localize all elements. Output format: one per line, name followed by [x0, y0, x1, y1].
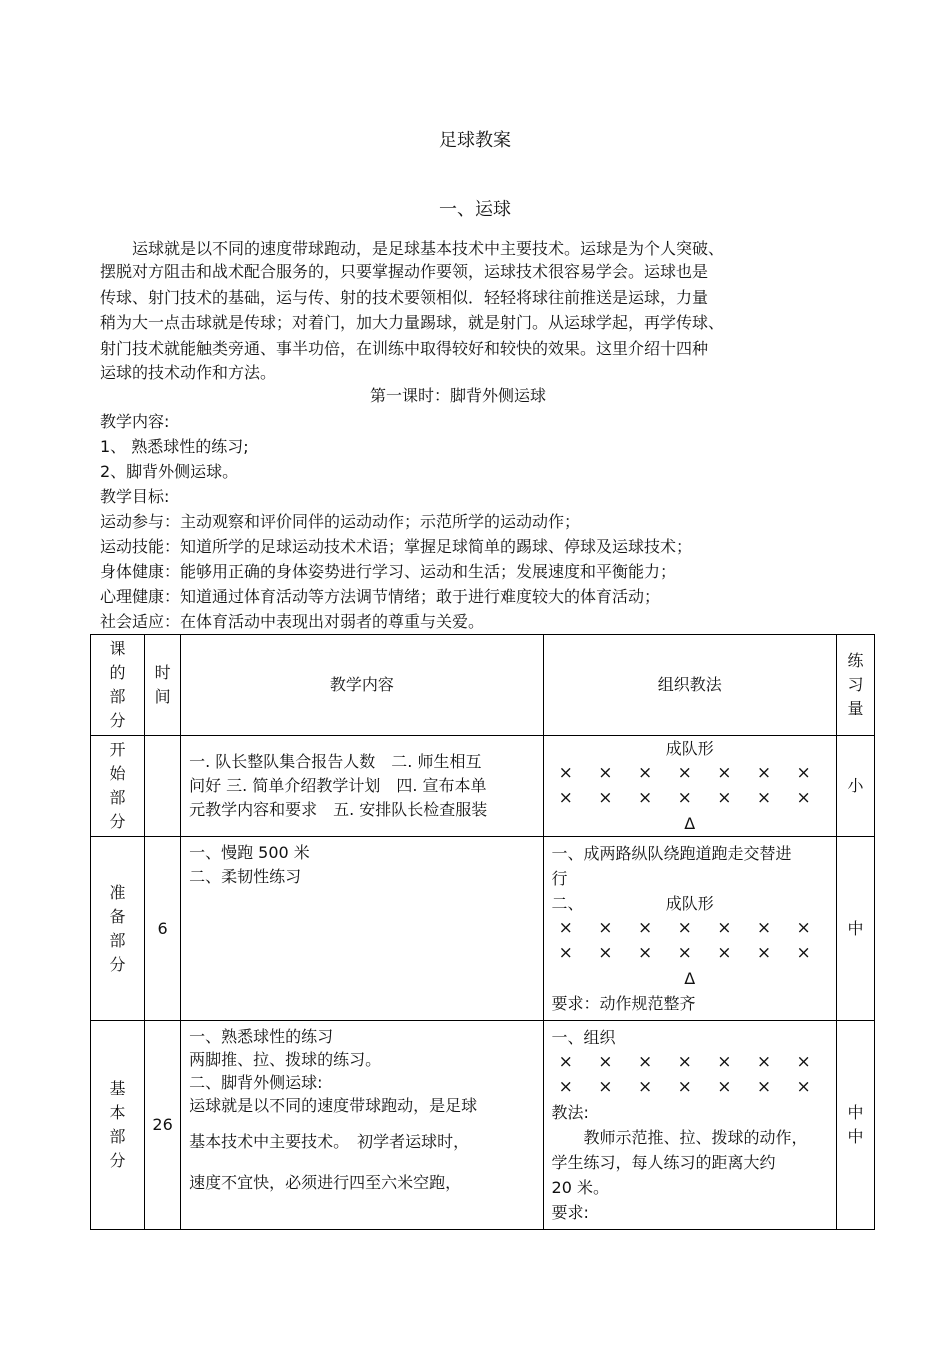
content-cell: 一、熟悉球性的练习 两脚推、拉、拨球的练习。 二、脚背外侧运球: 运球就是以不同的速度带球跑动，是足球 基本技术中主要技术。 初学者运球时， 速度不宜快，必须进行四至六米空跑，	[181, 1021, 543, 1230]
intro-line: 射门技术就能触类旁通、事半功倍，在训练中取得较好和较快的效果。这里介绍十四种	[100, 339, 709, 358]
time-cell: 26	[145, 1021, 181, 1230]
lesson-plan-table	[90, 634, 875, 1230]
formation-row: × × × × × × ×	[558, 1077, 821, 1097]
time-cell: 6	[145, 837, 181, 1021]
content-item: 2、脚背外侧运球。	[100, 462, 239, 481]
document-title: 足球教案	[439, 130, 511, 151]
header-part: 课 的 部 分	[91, 635, 145, 736]
load-cell: 中 中	[836, 1021, 874, 1230]
content-heading: 教学内容:	[100, 412, 170, 431]
header-time: 时 间	[145, 635, 181, 736]
formation-row: × × × × × × ×	[558, 788, 821, 808]
formation-row: × × × × × × ×	[558, 763, 821, 783]
method-cell	[543, 736, 836, 837]
section-heading: 一、运球	[439, 199, 511, 220]
method-cell: 一、组织 × × × × × × × × × × × × × × 教法: 教师示范推、拉、拨球的动作， 学生练习，每人练习的距离大约 20 米。 要求:	[543, 1021, 836, 1230]
goal-line: 社会适应：在体育活动中表现出对弱者的尊重与关爱。	[100, 612, 485, 631]
formation-label: 成队形	[665, 739, 714, 758]
intro-line: 传球、射门技术的基础，运与传、射的技术要领相似．轻轻将球往前推送是运球，力量	[100, 288, 709, 307]
requirement-text: 要求：动作规范整齐	[551, 994, 696, 1013]
formation-row: × × × × × × ×	[558, 1052, 821, 1072]
load-cell: 小	[836, 736, 874, 837]
teacher-mark: Δ	[684, 814, 696, 833]
header-method: 组织教法	[543, 635, 836, 736]
requirement-text: 要求:	[551, 1203, 589, 1222]
teacher-mark: Δ	[684, 969, 696, 988]
goals-heading: 教学目标:	[100, 487, 170, 506]
formation-row: × × × × × × ×	[558, 918, 821, 938]
formation-row: × × × × × × ×	[558, 943, 821, 963]
intro-line: 稍为大一点击球就是传球；对着门，加大力量踢球，就是射门。从运球学起，再学传球、	[100, 313, 725, 332]
goal-line: 身体健康：能够用正确的身体姿势进行学习、运动和生活；发展速度和平衡能力；	[100, 562, 677, 581]
time-cell	[145, 736, 181, 837]
intro-line: 摆脱对方阻击和战术配合服务的，只要掌握动作要领，运球技术很容易学会。运球也是	[100, 262, 709, 281]
goal-line: 心理健康：知道通过体育活动等方法调节情绪；敢于进行难度较大的体育活动；	[100, 587, 661, 606]
org-label: 一、组织	[551, 1028, 616, 1047]
method-prefix: 二、	[551, 894, 584, 913]
lesson-title: 第一课时：脚背外侧运球	[369, 386, 546, 405]
intro-line: 运球的技术动作和方法。	[100, 363, 277, 382]
teach-label: 教法:	[551, 1103, 589, 1122]
formation-label: 成队形	[665, 894, 714, 913]
content-cell: 一. 队长整队集合报告人数 二. 师生相互 问好 三. 简单介绍教学计划 四. 宣布本单 元教学内容和要求 五. 安排队长检查服装	[181, 736, 543, 837]
header-load: 练 习 量	[836, 635, 874, 736]
part-cell: 准 备 部 分	[91, 837, 145, 1021]
table-row	[91, 736, 875, 837]
table-row	[91, 1021, 875, 1230]
intro-line: 运球就是以不同的速度带球跑动，是足球基本技术中主要技术。运球是为个人突破、	[100, 239, 725, 258]
table-row	[91, 837, 875, 1021]
load-cell: 中	[836, 837, 874, 1021]
content-item: 1、 熟悉球性的练习;	[100, 437, 249, 456]
table-header-row	[91, 635, 875, 736]
goal-line: 运动参与：主动观察和评价同伴的运动动作；示范所学的运动动作；	[100, 512, 581, 531]
header-content: 教学内容	[181, 635, 543, 736]
content-cell: 一、慢跑 500 米 二、柔韧性练习	[181, 837, 543, 1021]
part-cell: 基 本 部 分	[91, 1021, 145, 1230]
method-cell: 一、成两路纵队绕跑道跑走交替进 行 二、 成队形 × × × × × × × × × × × × × × Δ 要求：动作规范整齐	[543, 837, 836, 1021]
goal-line: 运动技能：知道所学的足球运动技术术语；掌握足球简单的踢球、停球及运球技术；	[100, 537, 693, 556]
part-cell: 开 始 部 分	[91, 736, 145, 837]
